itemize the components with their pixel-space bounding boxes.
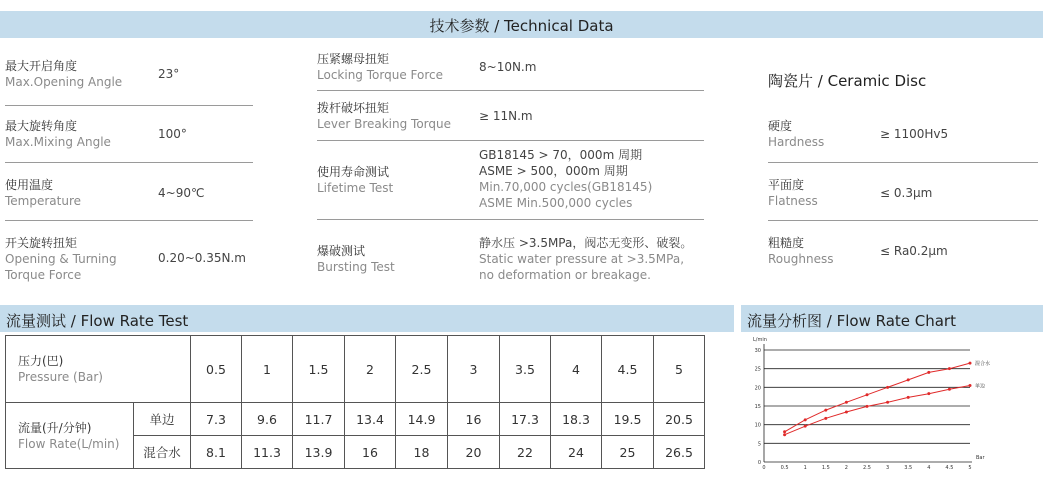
- data-point: [866, 405, 869, 408]
- table-cell: 4.5: [602, 336, 654, 403]
- flow-chart-header: [741, 305, 1043, 332]
- data-point: [845, 401, 848, 404]
- table-cell: 14.9: [396, 403, 448, 436]
- flow-test-header: [0, 305, 734, 332]
- table-cell: 13.9: [293, 436, 345, 469]
- spec-label-en: Bursting Test: [317, 260, 395, 274]
- spec-label-cn: 最大开启角度: [5, 59, 78, 73]
- spec-label-cn: 使用温度: [5, 178, 54, 192]
- spec-value: 4~90℃: [158, 186, 205, 200]
- spec-label-en: Lifetime Test: [317, 181, 394, 195]
- x-tick-label: 2.5: [863, 465, 871, 471]
- table-cell: 20: [448, 436, 500, 469]
- table-cell: 11.7: [293, 403, 345, 436]
- y-tick-label: 20: [754, 385, 761, 392]
- spec-label-en: Opening & Turning: [5, 252, 117, 266]
- data-point: [845, 410, 848, 413]
- y-tick-label: 25: [754, 366, 761, 373]
- divider: [5, 220, 253, 221]
- table-cell: 16: [345, 436, 396, 469]
- x-tick-label: 1: [803, 465, 807, 471]
- spec-bursting-test: [317, 243, 395, 275]
- divider: [5, 105, 253, 106]
- spec-label-en: Max.Opening Angle: [5, 75, 123, 89]
- spec-lifetime-test: [317, 164, 393, 196]
- data-point: [783, 433, 786, 436]
- spec-value: 8~10N.m: [479, 60, 537, 74]
- flow-chart-title: 流量分析图 / Flow Rate Chart: [747, 312, 956, 330]
- y-tick-label: 10: [754, 422, 761, 429]
- spec-label-cn: 使用寿命测试: [317, 165, 390, 179]
- x-tick-label: 3.5: [904, 465, 913, 471]
- spec-value-line: Min.70,000 cycles(GB18145): [479, 180, 653, 194]
- series-line: [785, 386, 970, 435]
- table-cell: 0.5: [191, 336, 242, 403]
- single-label: 单边: [134, 403, 191, 436]
- table-cell: 20.5: [654, 403, 705, 436]
- data-point: [948, 367, 951, 370]
- table-cell: 8.1: [191, 436, 242, 469]
- spec-value-line: GB18145 > 70，000m 周期: [479, 148, 643, 162]
- pressure-label-cn: 压力(巴): [18, 354, 64, 368]
- table-row: [6, 336, 705, 403]
- technical-data-title: 技术参数 / Technical Data: [429, 17, 614, 35]
- table-cell: 1.5: [293, 336, 345, 403]
- divider: [768, 162, 1038, 163]
- spec-label-en: Torque Force: [5, 268, 82, 282]
- spec-label-en: Roughness: [768, 252, 834, 266]
- data-point: [927, 392, 930, 395]
- pressure-header: [6, 336, 191, 403]
- table-cell: 22: [500, 436, 551, 469]
- table-cell: 24: [551, 436, 602, 469]
- spec-label-cn: 拨杆破坏扭矩: [317, 101, 390, 115]
- flow-rate-header: [6, 403, 134, 469]
- divider: [5, 162, 253, 163]
- data-point: [948, 388, 951, 391]
- data-point: [907, 396, 910, 399]
- spec-locking-torque: [317, 51, 443, 83]
- technical-data-header: [0, 11, 1043, 38]
- y-tick-label: 15: [754, 404, 761, 410]
- spec-max-opening-angle: [5, 58, 122, 90]
- data-point: [969, 362, 972, 365]
- x-tick-label: 4.5: [945, 465, 954, 471]
- data-point: [824, 409, 827, 412]
- spec-max-mixing-angle: [5, 118, 111, 150]
- table-cell: 2: [345, 336, 396, 403]
- divider: [768, 220, 1038, 221]
- spec-label-en: Flatness: [768, 194, 818, 208]
- table-cell: 2.5: [396, 336, 448, 403]
- spec-label-cn: 硬度: [768, 119, 793, 133]
- x-tick-label: 5: [968, 465, 972, 471]
- divider: [317, 90, 704, 91]
- ceramic-disc-title: 陶瓷片 / Ceramic Disc: [768, 72, 927, 90]
- spec-value: ≥ 1100Hv5: [880, 127, 949, 141]
- data-point: [886, 386, 889, 389]
- ceramic-hardness: [768, 118, 824, 150]
- data-point: [804, 418, 807, 421]
- spec-label-en: Lever Breaking Torque: [317, 117, 452, 131]
- table-cell: 7.3: [191, 403, 242, 436]
- data-point: [886, 401, 889, 404]
- spec-label-cn: 最大旋转角度: [5, 119, 78, 133]
- data-point: [824, 417, 827, 420]
- spec-label-en: Hardness: [768, 135, 825, 149]
- series-label: 混合水: [975, 361, 991, 368]
- flow-test-title: 流量测试 / Flow Rate Test: [6, 312, 189, 330]
- spec-label-en: Temperature: [5, 194, 82, 208]
- table-cell: 16: [448, 403, 500, 436]
- spec-value: ≤ Ra0.2μm: [880, 244, 948, 258]
- x-tick-label: 0.5: [780, 465, 789, 471]
- table-cell: 18: [396, 436, 448, 469]
- spec-value: ≥ 11N.m: [479, 109, 533, 123]
- flow-rate-table: [5, 335, 705, 469]
- series-line: [785, 363, 970, 432]
- spec-value: 100°: [158, 127, 187, 141]
- divider: [317, 140, 704, 141]
- spec-value: 23°: [158, 67, 180, 81]
- spec-value-lines: [479, 147, 652, 211]
- spec-lever-breaking-torque: [317, 100, 451, 132]
- spec-label-en: Locking Torque Force: [317, 68, 443, 82]
- x-tick-label: 1.5: [821, 465, 830, 471]
- x-tick-label: 2: [844, 465, 848, 471]
- spec-value-line: Static water pressure at >3.5MPa,: [479, 252, 685, 266]
- spec-value-line: ASME Min.500,000 cycles: [479, 196, 633, 210]
- table-cell: 18.3: [551, 403, 602, 436]
- spec-label-cn: 平面度: [768, 178, 805, 192]
- spec-opening-torque: [5, 235, 117, 283]
- flow-rate-chart: [743, 336, 1043, 481]
- x-tick-label: 0: [762, 465, 766, 471]
- flow-label-en: Flow Rate(L/min): [18, 436, 120, 451]
- data-point: [927, 371, 930, 374]
- y-tick-label: 30: [754, 348, 761, 354]
- series-label: 单边: [975, 383, 986, 390]
- table-row: [6, 403, 705, 436]
- spec-value-lines: [479, 235, 692, 283]
- table-cell: 13.4: [345, 403, 396, 436]
- table-cell: 3.5: [500, 336, 551, 403]
- table-cell: 5: [654, 336, 705, 403]
- x-tick-label: 3: [886, 465, 890, 471]
- data-point: [907, 378, 910, 381]
- table-cell: 17.3: [500, 403, 551, 436]
- y-tick-label: 5: [757, 441, 761, 448]
- spec-value-line: no deformation or breakage.: [479, 268, 651, 282]
- spec-temperature: [5, 177, 81, 209]
- data-point: [783, 430, 786, 433]
- y-axis-label: L/min: [753, 337, 767, 343]
- spec-value-line: ASME > 500，000m 周期: [479, 164, 628, 178]
- spec-value: 0.20~0.35N.m: [158, 251, 246, 265]
- divider: [317, 219, 704, 220]
- spec-label-en: Max.Mixing Angle: [5, 135, 111, 149]
- table-cell: 25: [602, 436, 654, 469]
- table-cell: 19.5: [602, 403, 654, 436]
- spec-label-cn: 粗糙度: [768, 236, 805, 250]
- data-point: [969, 384, 972, 387]
- data-point: [866, 393, 869, 396]
- table-cell: 26.5: [654, 436, 705, 469]
- table-cell: 3: [448, 336, 500, 403]
- x-tick-label: 4: [927, 465, 931, 471]
- spec-label-cn: 开关旋转扭矩: [5, 236, 78, 250]
- pressure-label-en: Pressure (Bar): [18, 370, 103, 384]
- mixed-label: 混合水: [134, 436, 191, 469]
- table-cell: 1: [242, 336, 293, 403]
- ceramic-flatness: [768, 177, 818, 209]
- flow-label-cn: 流量(升/分钟): [18, 420, 92, 435]
- table-cell: 4: [551, 336, 602, 403]
- ceramic-roughness: [768, 235, 833, 267]
- x-axis-label: Bar: [976, 455, 985, 461]
- spec-value: ≤ 0.3μm: [880, 186, 933, 200]
- spec-value-line: 静水压 >3.5MPa，阀芯无变形、破裂。: [479, 236, 693, 250]
- spec-label-cn: 爆破测试: [317, 244, 366, 258]
- table-cell: 9.6: [242, 403, 293, 436]
- table-cell: 11.3: [242, 436, 293, 469]
- spec-label-cn: 压紧螺母扭矩: [317, 52, 390, 66]
- data-point: [804, 425, 807, 428]
- y-tick-label: 0: [757, 460, 761, 466]
